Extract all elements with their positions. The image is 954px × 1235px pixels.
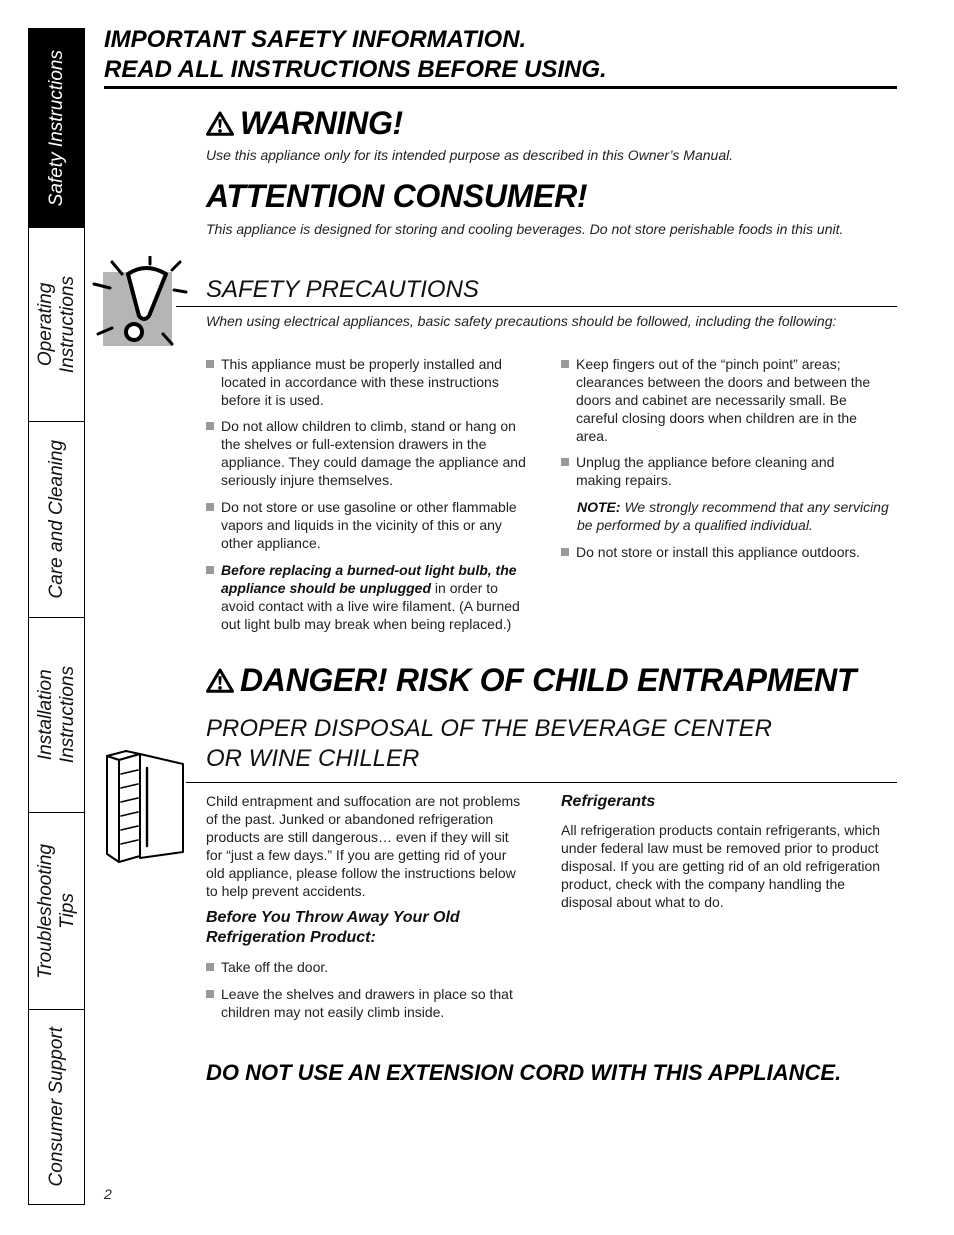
tab-label: [46, 50, 68, 206]
disposal-title: [206, 714, 772, 774]
list-item: [206, 561, 526, 633]
tab-label-line: Instructions: [56, 666, 78, 764]
tab-label: [35, 666, 79, 763]
list-item: [206, 355, 526, 409]
list-item: [561, 453, 883, 489]
square-bullet-icon: [561, 355, 576, 445]
service-note: [577, 498, 895, 534]
warning-title: WARNING!: [240, 105, 403, 141]
note-label: NOTE:: [577, 499, 621, 515]
tab-label-line: Consumer Support: [45, 1027, 67, 1187]
tab-safety-instructions[interactable]: [28, 28, 85, 228]
list-item: [206, 958, 536, 976]
list-item: [561, 543, 895, 561]
page-header: [104, 25, 607, 85]
square-bullet-icon: [206, 958, 221, 976]
list-item: [206, 985, 536, 1021]
tab-label-line: Operating: [34, 282, 56, 367]
entrapment-paragraph: Child entrapment and suffocation are not problems of the past. Junked or abandoned refrigeration products are still dangerous… even if they will sit for “just a few days.” If you are getting rid of your old appliance, please follow the instructions below to help prevent accidents.: [206, 793, 521, 899]
tab-label: [35, 276, 79, 373]
list-item-text: Leave the shelves and drawers in place so that children may not easily climb inside.: [221, 986, 513, 1020]
header-line-2: READ ALL INSTRUCTIONS BEFORE USING.: [104, 56, 607, 83]
warning-heading: [206, 104, 403, 142]
danger-heading: [206, 661, 856, 699]
list-item: [206, 498, 526, 552]
list-item: [206, 417, 526, 489]
warning-triangle-icon: [206, 111, 234, 136]
disposal-title-line-1: PROPER DISPOSAL OF THE BEVERAGE CENTER: [206, 715, 772, 742]
warning-text: Use this appliance only for its intended purpose as described in this Owner’s Manual.: [206, 147, 734, 163]
header-line-1: IMPORTANT SAFETY INFORMATION.: [104, 26, 527, 53]
attention-title: ATTENTION CONSUMER!: [206, 178, 588, 214]
refrigerants-paragraph: All refrigeration products contain refrigerants, which under federal law must be removed prior to product disposal. If you are getting rid of an old refrigeration product, check with the company handling the disposal about what to do.: [561, 822, 881, 910]
tab-care-and-cleaning[interactable]: [28, 422, 85, 618]
square-bullet-icon: [561, 453, 576, 489]
safety-precautions-title: SAFETY PRECAUTIONS: [206, 276, 479, 303]
tab-troubleshooting-tips[interactable]: [28, 813, 85, 1010]
extension-cord-warning: DO NOT USE AN EXTENSION CORD WITH THIS APPLIANCE.: [206, 1060, 842, 1085]
list-item-text: [221, 561, 526, 633]
list-item-text: This appliance must be properly installed and located in accordance with these instructions before it is used.: [221, 356, 502, 408]
note-text: We strongly recommend that any servicing be performed by a qualified individual.: [577, 499, 889, 533]
list-item-text: Do not store or install this appliance outdoors.: [576, 544, 861, 560]
tab-label-line: Instructions: [56, 275, 78, 374]
tab-label: [46, 440, 68, 598]
list-item: [561, 355, 883, 445]
refrigerants-heading: Refrigerants: [561, 793, 656, 810]
safety-intro: When using electrical appliances, basic safety precautions should be followed, including the following:: [206, 313, 837, 329]
danger-title: DANGER! RISK OF CHILD ENTRAPMENT: [240, 662, 857, 698]
exclamation-alert-icon: [92, 256, 188, 348]
section-rule: [176, 306, 897, 307]
warning-triangle-icon: [206, 668, 234, 693]
header-rule: [104, 86, 897, 89]
tab-consumer-support[interactable]: [28, 1010, 85, 1205]
page-number: 2: [104, 1186, 112, 1202]
square-bullet-icon: [206, 417, 221, 489]
disposal-subheading: Before You Throw Away Your Old Refrigeration Product:: [206, 909, 460, 946]
list-item-text: Take off the door.: [221, 959, 329, 975]
list-item-rest: in order to avoid contact with a live wire filament. (A burned out light bulb may break when being replaced.): [221, 580, 520, 632]
disposal-title-line-2: OR WINE CHILLER: [206, 745, 420, 772]
tab-label-line: Care and Cleaning: [45, 440, 67, 599]
list-item-text: Unplug the appliance before cleaning and making repairs.: [576, 454, 835, 488]
square-bullet-icon: [206, 985, 221, 1021]
attention-text: This appliance is designed for storing and cooling beverages. Do not store perishable foods in this unit.: [206, 221, 844, 237]
tab-label-line: Troubleshooting: [34, 843, 56, 979]
list-item-text: Keep fingers out of the “pinch point” areas; clearances between the doors and between the doors and cabinet are necessarily small. Be careful closing doors when children are in the area.: [576, 356, 871, 444]
section-rule: [186, 782, 897, 783]
tab-label-line: Installation: [34, 669, 56, 761]
square-bullet-icon: [206, 355, 221, 409]
tab-label: [46, 1027, 68, 1186]
attention-heading: [206, 177, 587, 215]
tab-label-line: Safety Instructions: [45, 49, 67, 207]
tab-installation-instructions[interactable]: [28, 618, 85, 813]
refrigerator-icon: [104, 750, 186, 864]
tab-label-line: Tips: [56, 893, 78, 929]
list-item-emphasis: Before replacing a burned-out light bulb, the appliance should be unplugged: [221, 562, 517, 596]
square-bullet-icon: [206, 561, 221, 633]
square-bullet-icon: [206, 498, 221, 552]
tab-label: [35, 844, 79, 979]
list-item-text: Do not store or use gasoline or other flammable vapors and liquids in the vicinity of this or any other appliance.: [221, 499, 517, 551]
list-item-text: Do not allow children to climb, stand or hang on the shelves or full-extension drawers in the appliance. They could damage the appliance and seriously injure themselves.: [221, 418, 526, 488]
tab-operating-instructions[interactable]: [28, 228, 85, 422]
square-bullet-icon: [561, 543, 576, 561]
